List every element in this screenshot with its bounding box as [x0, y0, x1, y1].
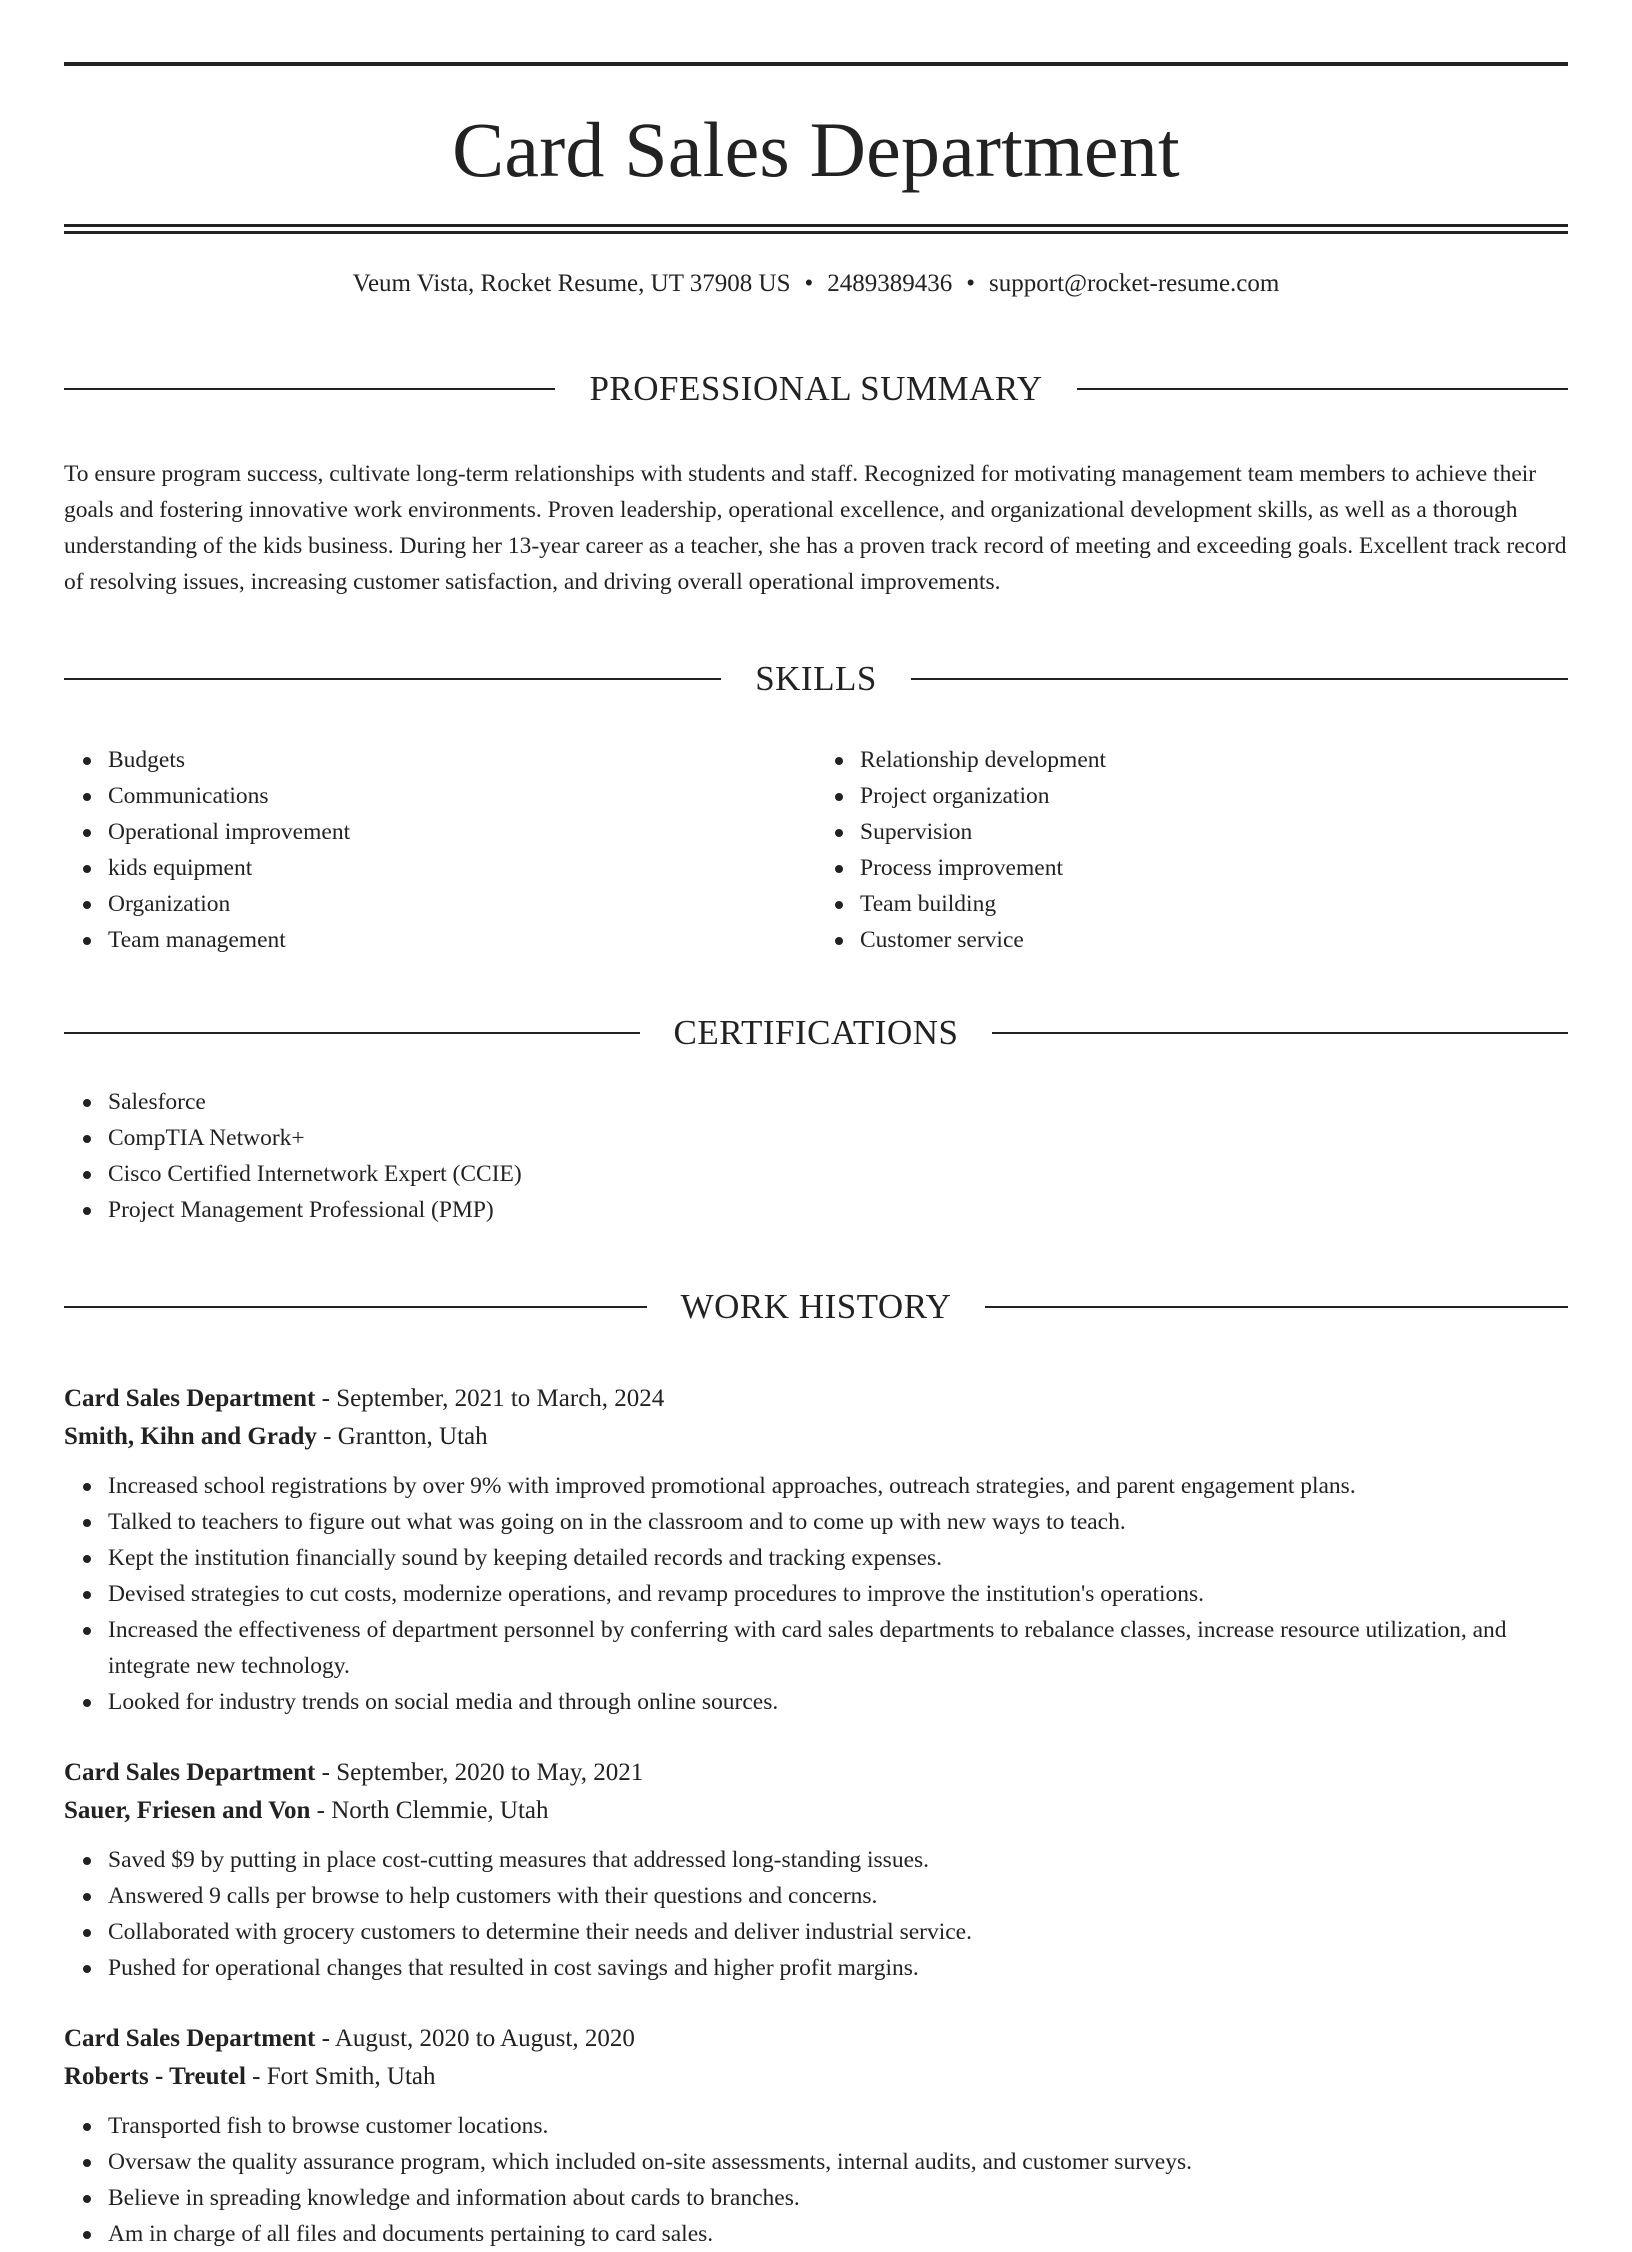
- job-bullet: Devised strategies to cut costs, modernize operations, and revamp procedures to improve the institution's operations.: [108, 1576, 1568, 1612]
- section-heading-certifications: [64, 982, 1568, 1084]
- job-company-line: Smith, Kihn and Grady - Grantton, Utah: [64, 1423, 488, 1451]
- job-dates: August, 2020 to August, 2020: [334, 2025, 635, 2053]
- job-location: Fort Smith, Utah: [266, 2063, 436, 2091]
- certification-item: Cisco Certified Internetwork Expert (CCIE): [108, 1156, 1568, 1192]
- job-title: Card Sales Department: [64, 2025, 316, 2053]
- heading-rule: [64, 1306, 647, 1308]
- heading-rule: [1077, 388, 1568, 390]
- section-heading-work-history: [64, 1256, 1568, 1358]
- job-bullets: [64, 2108, 1568, 2252]
- skills-columns: [64, 742, 1568, 958]
- job-entry: [64, 1380, 1568, 1720]
- skill-item: Project organization: [860, 778, 1568, 814]
- certification-item: Project Management Professional (PMP): [108, 1192, 1568, 1228]
- job-bullets: [64, 1468, 1568, 1720]
- heading-rule: [64, 1032, 640, 1034]
- certifications-list: [64, 1084, 1568, 1228]
- heading-rule: [985, 1306, 1568, 1308]
- job-title-line: Card Sales Department - August, 2020 to August, 2020: [64, 2025, 635, 2053]
- job-bullet: Increased the effectiveness of department personnel by conferring with card sales departments to rebalance classes, increase resource utilization, and integrate new technology.: [108, 1612, 1568, 1684]
- contact-separator: •: [966, 270, 976, 297]
- resume-name: Card Sales Department: [452, 106, 1180, 193]
- top-rule: [64, 62, 1568, 66]
- job-bullet: Am in charge of all files and documents pertaining to card sales.: [108, 2216, 1568, 2252]
- job-bullet: Oversaw the quality assurance program, which included on-site assessments, internal audits, and customer surveys.: [108, 2144, 1568, 2180]
- heading-rule: [64, 388, 555, 390]
- job-bullet: Collaborated with grocery customers to determine their needs and deliver industrial service.: [108, 1914, 1568, 1950]
- skill-item: Supervision: [860, 814, 1568, 850]
- section-title: SKILLS: [755, 659, 877, 699]
- job-company: Smith, Kihn and Grady: [64, 1423, 317, 1451]
- heading-rule: [992, 1032, 1568, 1034]
- job-bullet: Saved $9 by putting in place cost-cutting measures that addressed long-standing issues.: [108, 1842, 1568, 1878]
- skill-item: Organization: [108, 886, 816, 922]
- job-company-line: Sauer, Friesen and Von - North Clemmie, Utah: [64, 1797, 549, 1825]
- heading-rule: [911, 678, 1568, 680]
- contact-email: support@rocket-resume.com: [989, 270, 1280, 297]
- header-double-rule: [64, 224, 1568, 234]
- job-dates: September, 2021 to March, 2024: [336, 1385, 665, 1413]
- job-bullet: Believe in spreading knowledge and information about cards to branches.: [108, 2180, 1568, 2216]
- job-bullet: Looked for industry trends on social media and through online sources.: [108, 1684, 1568, 1720]
- job-company: Roberts - Treutel: [64, 2063, 246, 2091]
- job-entry: [64, 1754, 1568, 1986]
- certification-item: Salesforce: [108, 1084, 1568, 1120]
- section-title: WORK HISTORY: [680, 1287, 952, 1327]
- job-bullet: Transported fish to browse customer locations.: [108, 2108, 1568, 2144]
- skill-item: kids equipment: [108, 850, 816, 886]
- skill-item: Process improvement: [860, 850, 1568, 886]
- job-title-line: Card Sales Department - September, 2020 to May, 2021: [64, 1759, 644, 1787]
- section-heading-skills: [64, 628, 1568, 730]
- job-bullet: Answered 9 calls per browse to help customers with their questions and concerns.: [108, 1878, 1568, 1914]
- section-heading-summary: [64, 338, 1568, 440]
- job-location: Grantton, Utah: [337, 1423, 488, 1451]
- job-bullet: Pushed for operational changes that resulted in cost savings and higher profit margins.: [108, 1950, 1568, 1986]
- skills-list-right: [816, 742, 1568, 958]
- skill-item: Relationship development: [860, 742, 1568, 778]
- skill-item: Budgets: [108, 742, 816, 778]
- job-bullet: Kept the institution financially sound by keeping detailed records and tracking expenses.: [108, 1540, 1568, 1576]
- section-title: PROFESSIONAL SUMMARY: [589, 369, 1043, 409]
- heading-rule: [64, 678, 721, 680]
- job-bullet: Talked to teachers to figure out what was going on in the classroom and to come up with new ways to teach.: [108, 1504, 1568, 1540]
- contact-phone: 2489389436: [827, 270, 953, 297]
- resume-page: [0, 62, 1632, 2248]
- skill-item: Communications: [108, 778, 816, 814]
- section-title: CERTIFICATIONS: [673, 1013, 959, 1053]
- skills-list-left: [64, 742, 816, 958]
- contact-line: [64, 268, 1568, 300]
- contact-separator: •: [804, 270, 814, 297]
- skill-item: Team management: [108, 922, 816, 958]
- certification-item: CompTIA Network+: [108, 1120, 1568, 1156]
- summary-text: To ensure program success, cultivate long-term relationships with students and staff. Recognized for motivating management team members to achieve their goals and fostering innovative work environments. Proven leadership, operational excellence, and organizational development skills, as well as a thorough understanding of the kids business. During her 13-year career as a teacher, she has a proven track record of meeting and exceeding goals. Excellent track record of resolving issues, increasing customer satisfaction, and driving overall operational improvements.: [64, 461, 1567, 596]
- job-title: Card Sales Department: [64, 1385, 316, 1413]
- job-title-line: Card Sales Department - September, 2021 to March, 2024: [64, 1385, 665, 1413]
- job-location: North Clemmie, Utah: [331, 1797, 549, 1825]
- job-title: Card Sales Department: [64, 1759, 316, 1787]
- skill-item: Customer service: [860, 922, 1568, 958]
- job-company: Sauer, Friesen and Von: [64, 1797, 311, 1825]
- job-dates: September, 2020 to May, 2021: [336, 1759, 644, 1787]
- job-bullet: Increased school registrations by over 9% with improved promotional approaches, outreach strategies, and parent engagement plans.: [108, 1468, 1568, 1504]
- job-entry: [64, 2020, 1568, 2252]
- skill-item: Operational improvement: [108, 814, 816, 850]
- contact-address: Veum Vista, Rocket Resume, UT 37908 US: [352, 270, 791, 297]
- job-bullets: [64, 1842, 1568, 1986]
- job-company-line: Roberts - Treutel - Fort Smith, Utah: [64, 2063, 436, 2091]
- skill-item: Team building: [860, 886, 1568, 922]
